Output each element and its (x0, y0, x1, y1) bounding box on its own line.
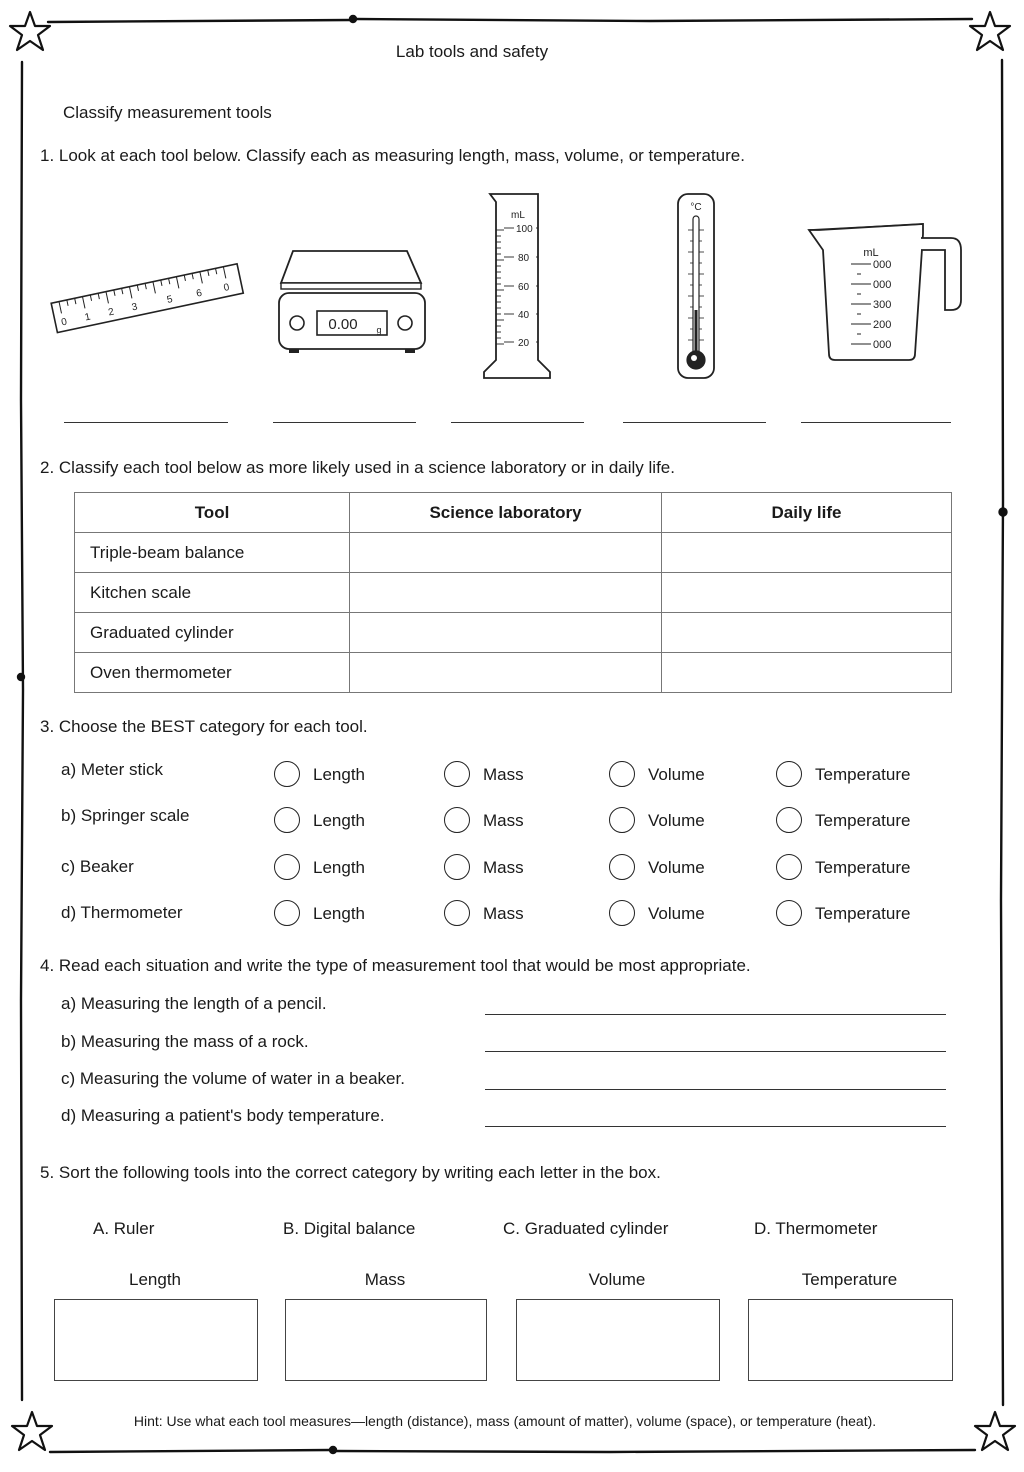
cylinder-tick-label: 60 (518, 282, 530, 293)
answer-line[interactable] (801, 422, 951, 423)
answer-line[interactable] (485, 1051, 946, 1052)
radio-temperature[interactable] (776, 807, 802, 833)
tool-name-cell: Oven thermometer (75, 653, 350, 693)
thermometer-illustration (672, 190, 722, 385)
daily-life-cell[interactable] (662, 613, 952, 653)
tool-name-cell: Graduated cylinder (75, 613, 350, 653)
answer-line[interactable] (451, 422, 584, 423)
q4-item: c) Measuring the volume of water in a beaker. (61, 1069, 405, 1088)
radio-length[interactable] (274, 900, 300, 926)
category-label: Length (129, 1270, 181, 1289)
answer-line[interactable] (64, 422, 228, 423)
q3-item-label: b) Springer scale (61, 806, 190, 825)
option-label: Length (313, 811, 365, 830)
q3-item-label: c) Beaker (61, 857, 134, 876)
table-header-row (75, 493, 952, 533)
q4-item: d) Measuring a patient's body temperature. (61, 1106, 385, 1125)
science-lab-cell[interactable] (350, 533, 662, 573)
option-label: Mass (483, 811, 524, 830)
option-label: Temperature (815, 811, 911, 830)
radio-length[interactable] (274, 854, 300, 880)
radio-length[interactable] (274, 807, 300, 833)
cylinder-tick-label: 80 (518, 253, 530, 264)
mass-answer-box[interactable] (285, 1299, 487, 1381)
q5-prompt: 5. Sort the following tools into the correct category by writing each letter in the box. (40, 1163, 661, 1182)
option-label: Length (313, 858, 365, 877)
measuring-cup-illustration (805, 220, 967, 365)
q4-item: a) Measuring the length of a pencil. (61, 994, 327, 1013)
radio-temperature[interactable] (776, 900, 802, 926)
graduated-cylinder-illustration (480, 190, 555, 385)
volume-answer-box[interactable] (516, 1299, 720, 1381)
q4-prompt: 4. Read each situation and write the type of measurement tool that would be most appropriate. (40, 956, 751, 975)
answer-line[interactable] (623, 422, 766, 423)
option-label: Volume (648, 765, 705, 784)
q1-prompt: 1. Look at each tool below. Classify each as measuring length, mass, volume, or temperature. (40, 146, 745, 165)
daily-life-cell[interactable] (662, 533, 952, 573)
cup-tick-label: 000 (873, 339, 892, 351)
tool-name-cell: Kitchen scale (75, 573, 350, 613)
table-row (75, 653, 952, 693)
radio-mass[interactable] (444, 761, 470, 787)
q3-item-label: d) Thermometer (61, 903, 183, 922)
option-label: Volume (648, 811, 705, 830)
column-header: Daily life (662, 493, 952, 533)
cup-tick-label: 300 (873, 299, 892, 311)
category-label: Mass (364, 1270, 406, 1289)
radio-volume[interactable] (609, 807, 635, 833)
star-icon (970, 12, 1010, 50)
ruler-illustration (48, 255, 248, 340)
radio-volume[interactable] (609, 854, 635, 880)
length-answer-box[interactable] (54, 1299, 258, 1381)
section-heading: Classify measurement tools (63, 103, 272, 122)
radio-temperature[interactable] (776, 854, 802, 880)
cup-tick-label: 200 (873, 319, 892, 331)
radio-temperature[interactable] (776, 761, 802, 787)
cylinder-unit: mL (511, 210, 525, 221)
option-label: Volume (648, 904, 705, 923)
radio-mass[interactable] (444, 900, 470, 926)
daily-life-cell[interactable] (662, 573, 952, 613)
answer-line[interactable] (273, 422, 416, 423)
ruler-number: 6 (195, 287, 204, 300)
option-label: Mass (483, 765, 524, 784)
option-label: Length (313, 904, 365, 923)
column-header: Science laboratory (350, 493, 662, 533)
tool-name-cell: Triple-beam balance (75, 533, 350, 573)
ruler-number: 2 (107, 306, 116, 319)
table-row (75, 613, 952, 653)
thermometer-unit: °C (690, 202, 702, 213)
cylinder-tick-label: 20 (518, 338, 530, 349)
ruler-number: 5 (166, 294, 174, 306)
cup-unit: mL (863, 247, 879, 259)
option-label: Mass (483, 858, 524, 877)
answer-line[interactable] (485, 1126, 946, 1127)
ruler-number: 0 (222, 281, 231, 294)
category-label: Temperature (801, 1270, 898, 1289)
sort-tool-label: A. Ruler (93, 1219, 155, 1238)
radio-length[interactable] (274, 761, 300, 787)
option-label: Temperature (815, 765, 911, 784)
daily-life-cell[interactable] (662, 653, 952, 693)
q4-item: b) Measuring the mass of a rock. (61, 1032, 309, 1051)
science-lab-cell[interactable] (350, 653, 662, 693)
radio-volume[interactable] (609, 761, 635, 787)
q3-item-label: a) Meter stick (61, 760, 164, 779)
sort-tool-label: B. Digital balance (283, 1219, 416, 1238)
sort-tool-label: C. Graduated cylinder (503, 1219, 669, 1238)
scale-unit: g (376, 325, 382, 335)
option-label: Mass (483, 904, 524, 923)
cup-tick-label: 000 (873, 259, 892, 271)
category-label: Volume (588, 1270, 646, 1289)
sort-tool-label: D. Thermometer (754, 1219, 878, 1238)
page-title: Lab tools and safety (395, 42, 549, 61)
answer-line[interactable] (485, 1089, 946, 1090)
q3-prompt: 3. Choose the BEST category for each tool. (40, 717, 368, 736)
science-lab-cell[interactable] (350, 573, 662, 613)
lab-vs-daily-table (74, 492, 952, 693)
radio-volume[interactable] (609, 900, 635, 926)
cup-tick-label: 000 (873, 279, 892, 291)
cylinder-tick-label: 40 (518, 310, 530, 321)
radio-mass[interactable] (444, 854, 470, 880)
digital-scale-illustration (275, 245, 430, 355)
option-label: Temperature (815, 904, 911, 923)
science-lab-cell[interactable] (350, 613, 662, 653)
option-label: Volume (648, 858, 705, 877)
radio-mass[interactable] (444, 807, 470, 833)
scale-display: 0.00 (328, 316, 358, 333)
table-row (75, 573, 952, 613)
column-header: Tool (75, 493, 350, 533)
option-label: Temperature (815, 858, 911, 877)
temperature-answer-box[interactable] (748, 1299, 953, 1381)
cylinder-tick-label: 100 (516, 224, 533, 235)
answer-line[interactable] (485, 1014, 946, 1015)
table-row (75, 533, 952, 573)
q2-prompt: 2. Classify each tool below as more likely used in a science laboratory or in daily life. (40, 458, 675, 477)
ruler-number: 0 (60, 316, 69, 329)
ruler-number: 3 (130, 301, 139, 314)
hint-text: Hint: Use what each tool measures—length (distance), mass (amount of matter), volume (space), or temperature (heat). (133, 1413, 877, 1429)
ruler-number: 1 (83, 311, 92, 324)
option-label: Length (313, 765, 365, 784)
